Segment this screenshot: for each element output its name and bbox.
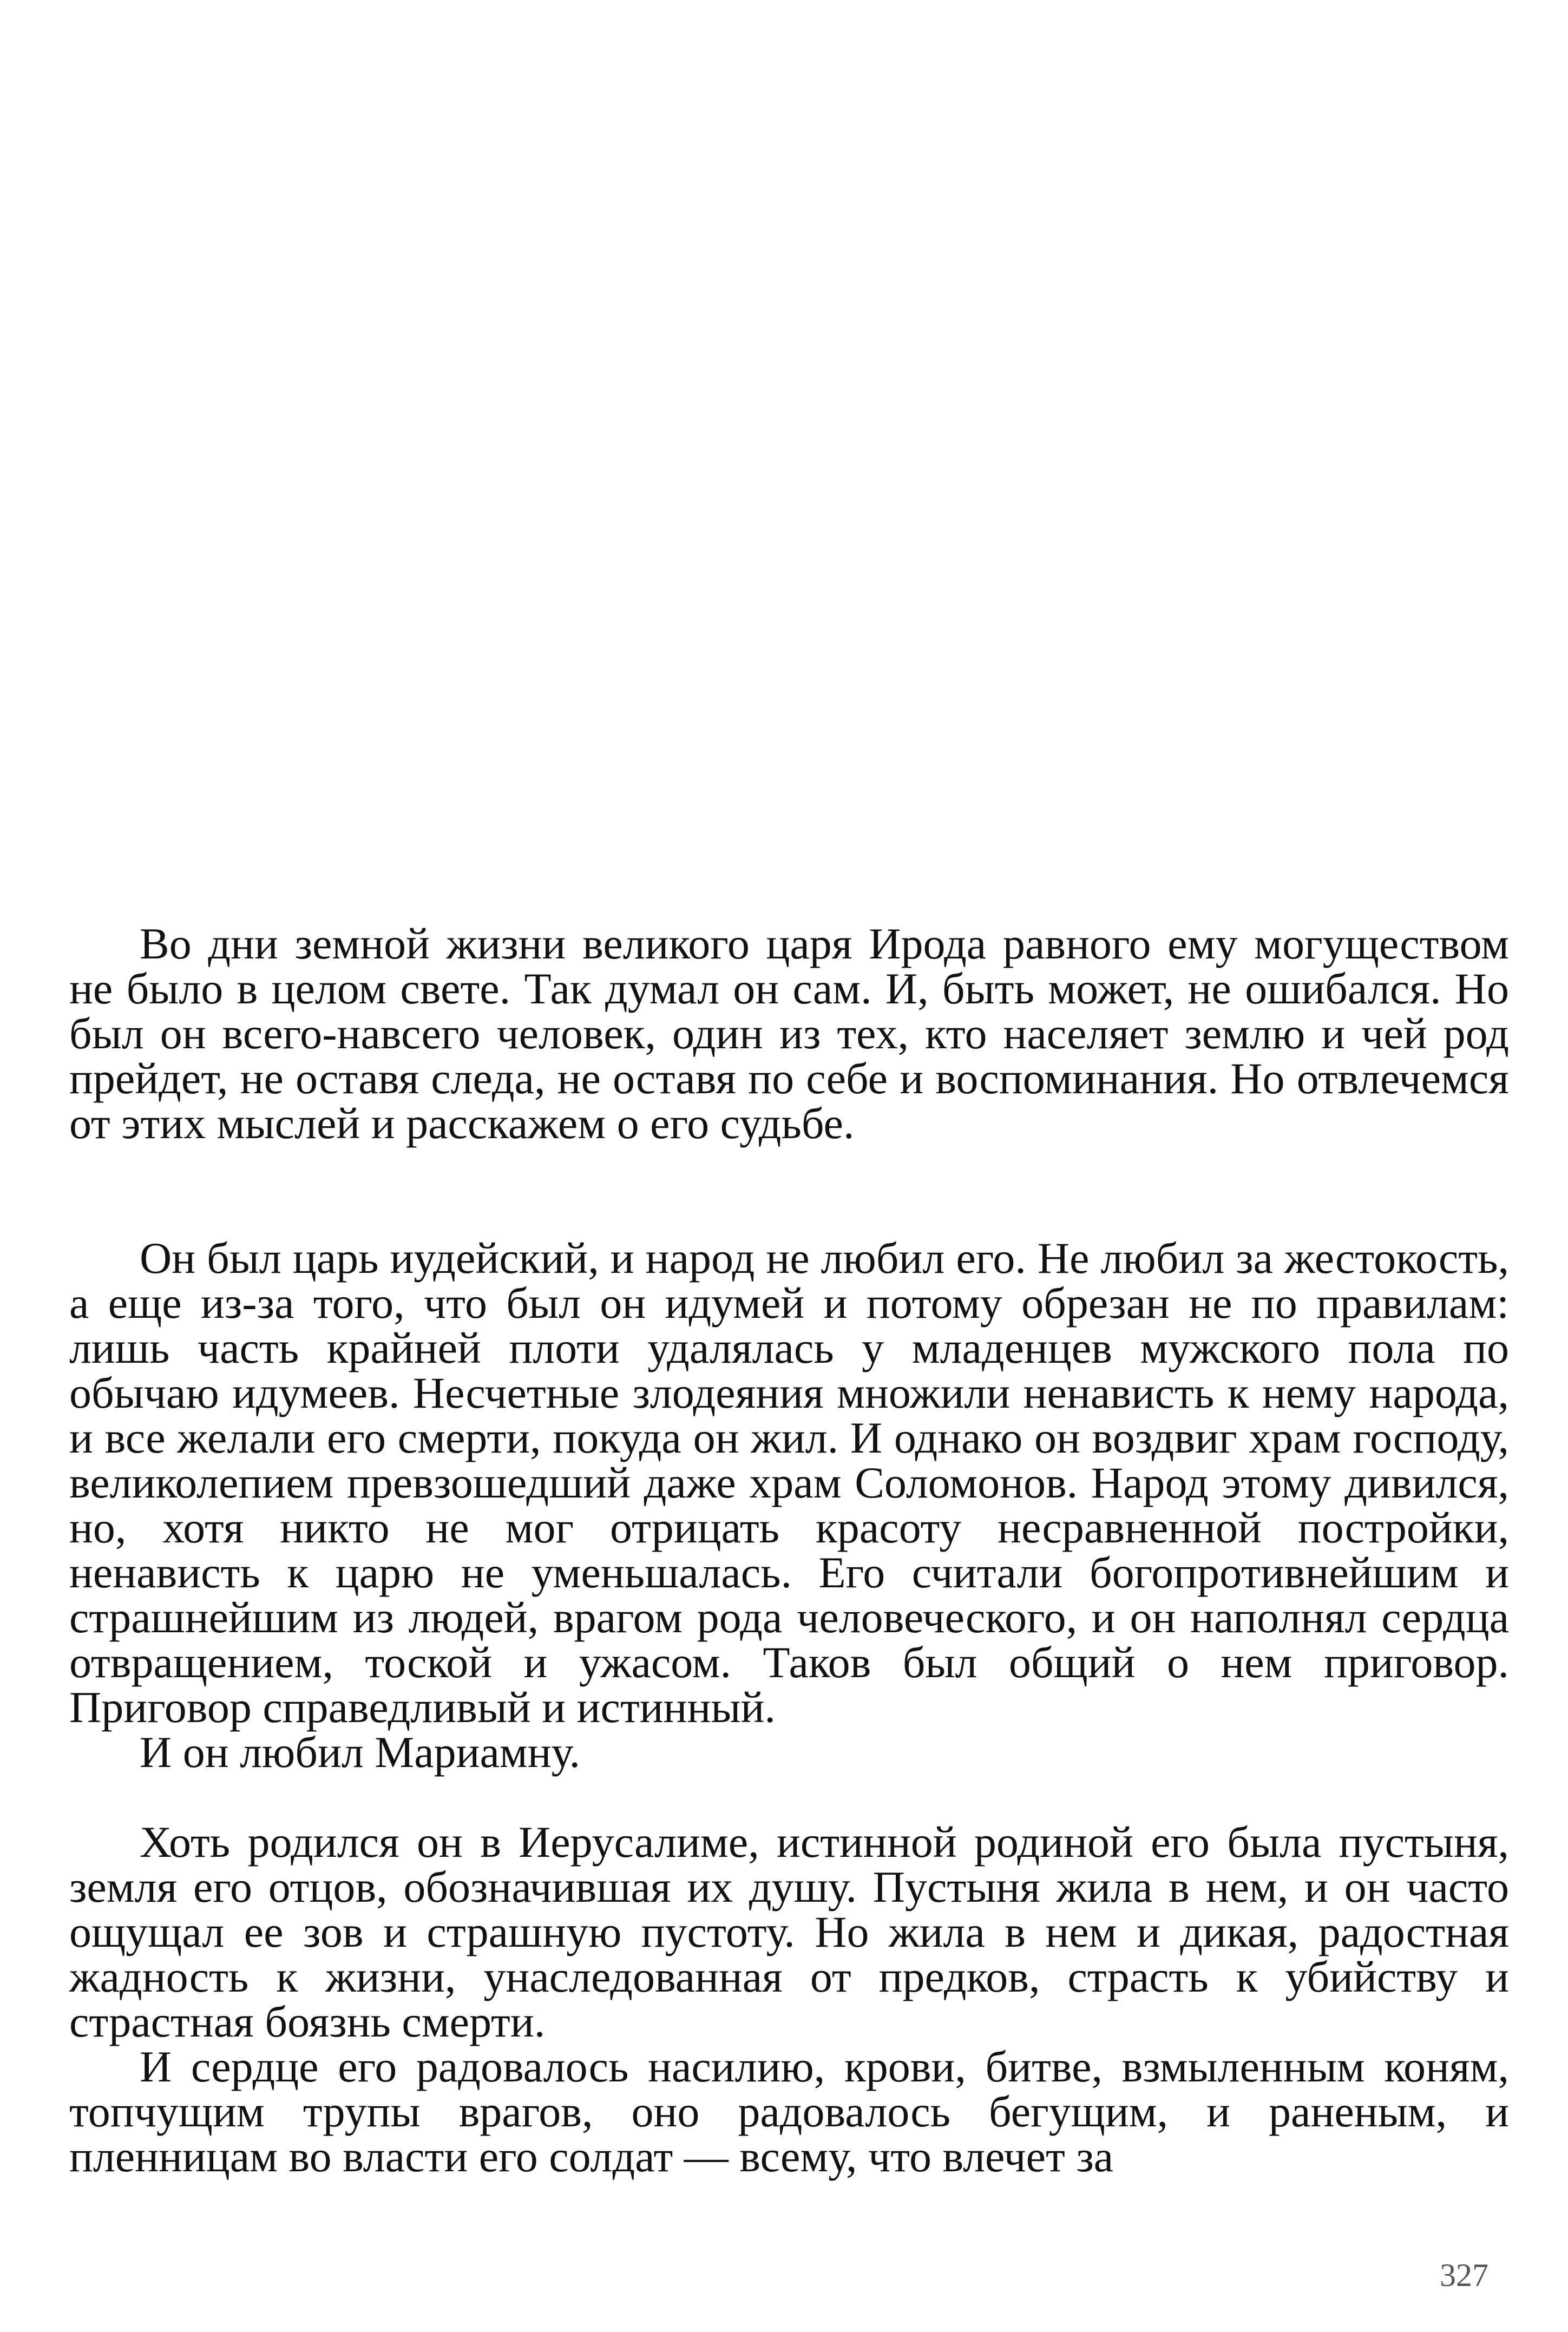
text-block-3 <box>69 1819 1509 2179</box>
paragraph-4: Хоть родился он в Иерусалиме, истинной родиной его была пустыня, земля его отцов, обозначившая их душу. Пустыня жила в нем, и он часто ощущал ее зов и страшную пустоту. Но жила в нем и дикая, радостная жадность к жизни, унаследованная от предков, страсть к убийству и страстная боязнь смерти. <box>69 1817 1509 2046</box>
paragraph-3: И он любил Мариамну. <box>140 1727 580 1777</box>
paragraph-1: Во дни земной жизни великого царя Ирода равного ему могуществом не было в целом свете. Так думал он сам. И, быть может, не ошибался. Но был он всего-навсего человек, один из тех, кто населяет землю и чей род прейдет, не оставя следа, не оставя по себе и воспоминания. Но отвлечемся от этих мыслей и расскажем о его судьбе. <box>69 919 1509 1148</box>
paragraph-5: И сердце его радовалось насилию, крови, битве, взмыленным коням, топчущим трупы врагов, оно радовалось бегущим, и раненым, и пленницам во власти его солдат — всему, что влечет за <box>69 2042 1509 2181</box>
text-block-2 <box>69 1233 1509 1777</box>
text-block-1 <box>69 921 1509 1146</box>
paragraph-2: Он был царь иудейский, и народ не любил его. Не любил за жестокость, а еще из-за того, что был он идумей и потому обрезан не по правилам: лишь часть крайней плоти удалялась у младенцев мужского пола по обычаю идумеев. Несчетные злодеяния множили ненависть к нему народа, и все желали его смерти, покуда он жил. И однако он воздвиг храм господу, великолепием превзошедший даже храм Соломонов. Народ этому дивился, но, хотя никто не мог отрицать красоту несравненной постройки, ненависть к царю не уменьшалась. Его считали богопротивнейшим и страшнейшим из людей, врагом рода человеческого, и он наполнял сердца отвращением, тоской и ужасом. Таков был общий о нем приговор. Приговор справедливый и истинный. <box>69 1233 1509 1732</box>
page-number: 327 <box>1440 2257 1488 2293</box>
